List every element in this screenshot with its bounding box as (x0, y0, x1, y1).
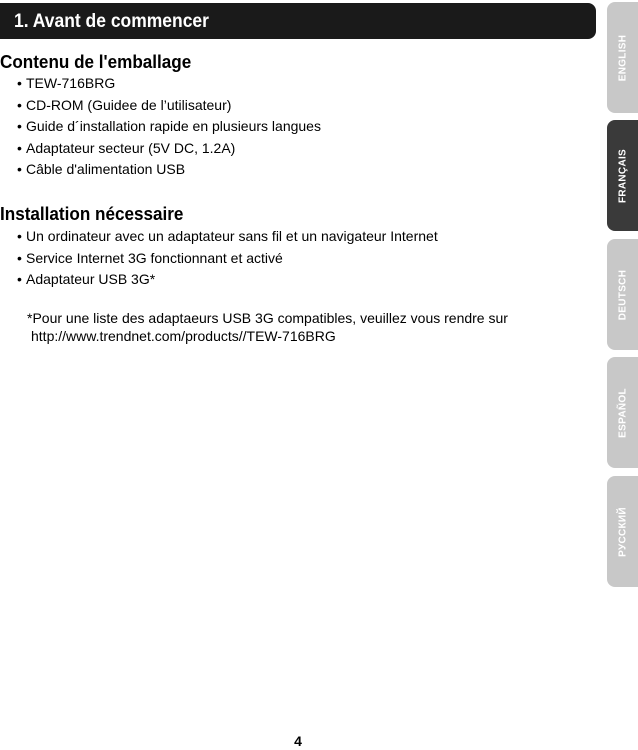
package-contents-list (17, 73, 321, 181)
bullet-icon: • (17, 249, 22, 266)
tab-label: DEUTSCH (617, 269, 628, 320)
list-item: • TEW-716BRG (17, 73, 321, 95)
tab-label: FRANÇAIS (617, 148, 628, 203)
list-item: • Adaptateur USB 3G* (17, 269, 438, 291)
requirements-list (17, 226, 438, 291)
tab-francais[interactable] (607, 120, 638, 231)
tab-espanol[interactable] (607, 357, 638, 468)
bullet-icon: • (17, 228, 22, 244)
bullet-icon: • (17, 271, 22, 287)
list-item: • Câble d'alimentation USB (17, 159, 321, 181)
tab-label: ENGLISH (617, 34, 628, 81)
list-item: • CD-ROM (Guidee de l’utilisateur) (17, 95, 321, 117)
footnote-url[interactable]: http://www.trendnet.com/products//TEW-716BRG (31, 328, 336, 344)
tab-russian[interactable] (607, 476, 638, 587)
bullet-icon: • (17, 75, 22, 91)
bullet-icon: • (17, 161, 22, 177)
language-tabs (607, 0, 638, 750)
bullet-icon: • (17, 139, 22, 156)
section-title-bar (0, 3, 596, 39)
list-item: • Guide d´installation rapide en plusieurs langues (17, 116, 321, 138)
bullet-icon: • (17, 96, 22, 113)
tab-english[interactable] (607, 2, 638, 113)
page-number: 4 (294, 733, 302, 749)
tab-deutsch[interactable] (607, 239, 638, 350)
bullet-icon: • (17, 118, 22, 134)
section-title: 1. Avant de commencer (14, 11, 209, 32)
list-item: • Adaptateur secteur (5V DC, 1.2A) (17, 138, 321, 160)
requirements-heading: Installation nécessaire (0, 204, 184, 224)
package-contents-heading: Contenu de l'emballage (0, 52, 192, 72)
compatibility-footnote (27, 309, 508, 345)
footnote-text: *Pour une liste des adaptaeurs USB 3G compatibles, veuillez vous rendre sur (27, 310, 508, 326)
tab-label: РУССКИЙ (617, 506, 628, 557)
tab-label: ESPAÑOL (617, 387, 628, 438)
list-item: • Service Internet 3G fonctionnant et activé (17, 248, 438, 270)
list-item: • Un ordinateur avec un adaptateur sans fil et un navigateur Internet (17, 226, 438, 248)
